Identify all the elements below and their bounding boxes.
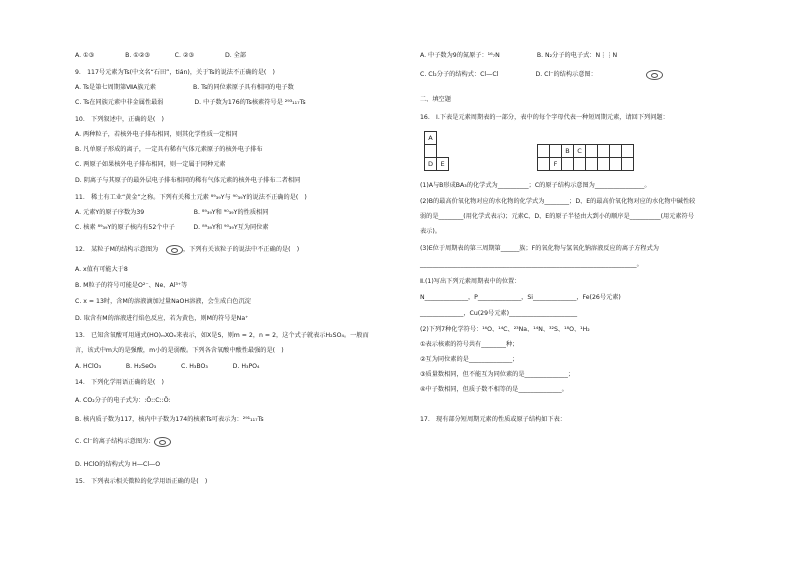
chloride-ion-structure-icon bbox=[154, 437, 171, 447]
q12-option-c: C. x = 13时，含M的溶液滴加过量NaOH溶液，会生成白色沉淀 bbox=[75, 298, 251, 305]
q16-ii-item-1: ①表示核素的符号共有________种； bbox=[420, 341, 519, 348]
periodic-table-fragment bbox=[424, 131, 634, 171]
q14-option-c: C. Cl⁻的离子结构示意图为： bbox=[75, 438, 155, 445]
q13-options: A. HClO₃ B. H₂SeO₃ C. H₃BO₃ D. H₃PO₄ bbox=[75, 363, 260, 370]
table-cell: A bbox=[425, 132, 437, 145]
q12-option-b: B. M粒子的符号可能是O²⁻、Ne、Al³⁺等 bbox=[75, 282, 188, 289]
q10-option-b: B. 凡单原子形成的离子，一定具有稀有气体元素原子的核外电子排布 bbox=[75, 146, 263, 153]
q15-options-cd: C. Cl₂分子的结构式：Cl—Cl D. Cl⁻的结构示意图： bbox=[420, 71, 597, 78]
q14-stem: 14. 下列化学用语正确的是( ) bbox=[75, 379, 164, 386]
q9-options-ab: A. Ts是第七周期第ⅦA族元素 B. Ts的同位素原子具有相同的电子数 bbox=[75, 84, 294, 91]
q16-ii-item-4: ④中子数相同，但质子数不相等的是______________。 bbox=[420, 386, 568, 393]
q16-ii-positions-1: N______________，P______________，Si______________，Fe(26号元素) bbox=[420, 294, 621, 301]
table-cell: C bbox=[574, 145, 586, 158]
chloride-ion-structure-icon bbox=[646, 70, 663, 80]
q16-part3-line2: ______________________________________________________________________。 bbox=[420, 261, 643, 268]
q16-ii-stem: Ⅱ.(1)写出下列元素周期表中的位置： bbox=[420, 278, 521, 285]
q11-options-cd: C. 核素 ⁸⁹₃₉Y的原子核内有52个中子 D. ⁸⁹₃₉Y和 ⁹⁰₃₉Y互为同位素 bbox=[75, 224, 269, 231]
q11-options-ab: A. 元素Y的原子序数为39 B. ⁸⁹₃₉Y和 ⁹⁰₃₉Y的性质相同 bbox=[75, 209, 269, 216]
table-cell: B bbox=[562, 145, 574, 158]
table-cell: F bbox=[550, 158, 562, 171]
q16-part3-line1: (3)E位于周期表的第三周期第______族；F的氧化物与氢氧化钠溶液反应的离子方程式为 bbox=[420, 245, 659, 252]
q10-option-a: A. 两种粒子，若核外电子排布相同，则其化学性质一定相同 bbox=[75, 131, 238, 138]
q12-option-a: A. x值有可能大于8 bbox=[75, 266, 128, 273]
table-cell: D bbox=[425, 158, 437, 171]
q17-stem: 17. 现有部分短周期元素的性质或原子结构如下表： bbox=[420, 416, 566, 423]
q15-options-ab: A. 中子数为9的氮原子：¹⁶₇N B. N₂分子的电子式：N⋮⋮N bbox=[420, 52, 618, 59]
q14-option-d: D. HClO的结构式为 H—Cl—O bbox=[75, 461, 161, 468]
q16-ii-item-3: ③质量数相同，但不能互为同位素的是______________； bbox=[420, 371, 575, 378]
q9-options-cd: C. Ts在同族元素中非金属性最弱 D. 中子数为176的Ts核素符号是 ²⁹³₁₁₇Ts bbox=[75, 99, 306, 106]
q10-option-d: D. 阴离子与其原子的最外层电子排布相同的稀有气体元素的核外电子排布二者相同 bbox=[75, 177, 301, 184]
table-cell: E bbox=[437, 158, 449, 171]
q16-part2-line2: 弱的是________(用化学式表示)；元素C、D、E的原子半径由大到小的顺序是__________(用元素符号 bbox=[420, 213, 694, 220]
q9-stem: 9. 117号元素为Ts(中文名“石田”，tián)，关于Ts的说法不正确的是( ) bbox=[75, 69, 275, 76]
q8-options: A. ①③ B. ①②③ C. ②③ D. 全部 bbox=[75, 52, 247, 59]
section-title: 二、填空题 bbox=[420, 96, 451, 103]
q13-stem-2: 言，该式中m大的是强酸，m小的是弱酸。下列各含氧酸中酸性最强的是( ) bbox=[75, 347, 284, 354]
q10-stem: 10. 下列叙述中，正确的是( ) bbox=[75, 116, 164, 123]
q16-part2-line1: (2)B的最高价氧化物对应的水化物的化学式为________；D、E的最高价氧化物对应的水化物中碱性较 bbox=[420, 198, 696, 205]
q16-ii-symbols: (2)下列7种化学符号：¹⁶O、¹⁴C、²³Na、¹⁴N、³²S、¹⁸O、¹H₂ bbox=[420, 326, 590, 333]
q12-option-d: D. 取含有M的溶液进行焰色反应，若为黄色，则M的符号是Na⁺ bbox=[75, 315, 249, 322]
atom-structure-icon bbox=[166, 245, 183, 255]
q13-stem-1: 13. 已知含氧酸可用通式(HO)ₘXOₙ来表示，如X是S，则m = 2，n = 2，这个式子就表示H₂SO₄。一般而 bbox=[75, 332, 369, 339]
q16-ii-item-2: ②互为同位素的是______________； bbox=[420, 356, 519, 363]
q16-part1: (1)A与B形成BA₃的化学式为__________；C的原子结构示意图为________________。 bbox=[420, 182, 651, 189]
q16-part2-line3: 表示)。 bbox=[420, 228, 441, 235]
q14-option-b: B. 核内质子数为117，核内中子数为174的核素Ts可表示为：²⁹¹₁₁₇Ts bbox=[75, 416, 264, 423]
q12-stem: 12. 某粒子M的结构示意图为 ，下列有关该粒子的说法中不正确的是( ) bbox=[75, 246, 300, 253]
q16-stem: 16. Ⅰ.下表是元素周期表的一部分，表中的每个字母代表一种短周期元素，请回下列问题： bbox=[420, 114, 669, 121]
q14-option-a: A. CO₂分子的电子式为：:Ö::C::Ö: bbox=[75, 397, 171, 404]
q10-option-c: C. 两原子如果核外电子排布相同，则一定属于同种元素 bbox=[75, 161, 226, 168]
q15-stem: 15. 下列表示相关微粒的化学用语正确的是( ) bbox=[75, 478, 208, 485]
q11-stem: 11. 稀土有工业“黄金”之称。下列有关稀土元素 ⁸⁹₃₉Y与 ⁹⁰₃₉Y的说法不正确的是( ) bbox=[75, 194, 307, 201]
q16-ii-positions-2: ______________，Cu(29号元素)______________________ bbox=[420, 310, 578, 317]
